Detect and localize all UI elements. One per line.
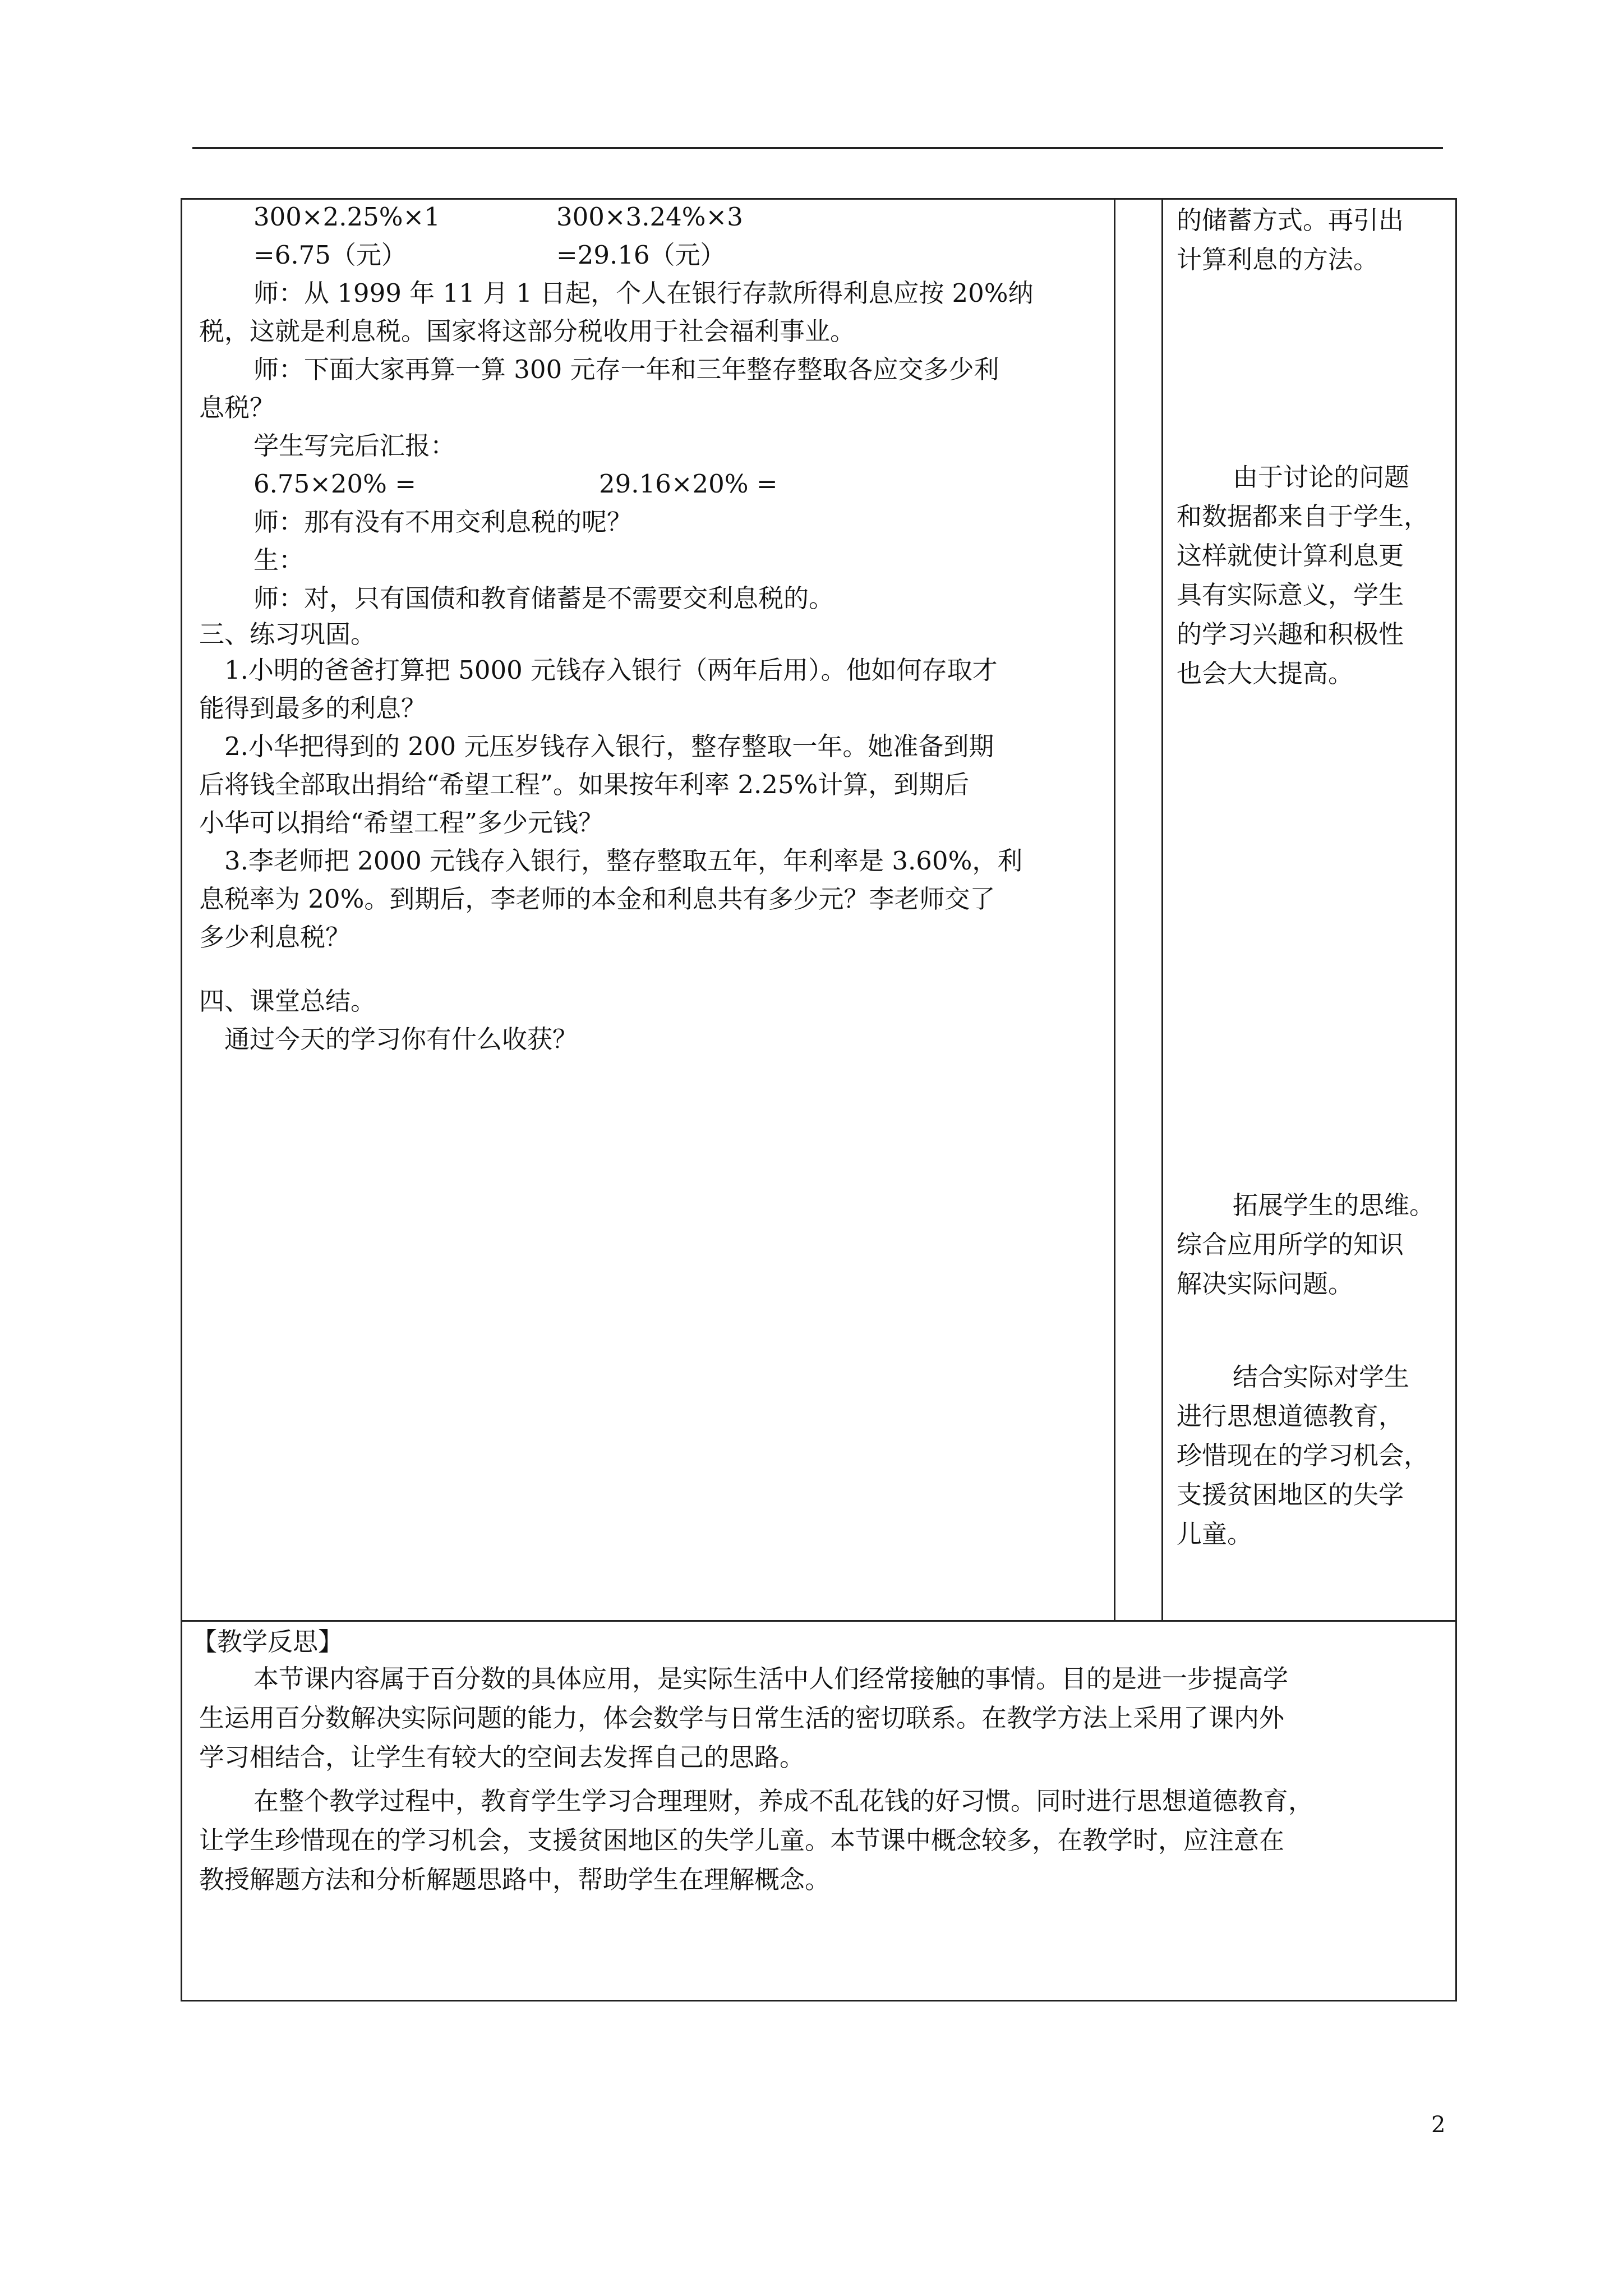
text-line: 2.小华把得到的 200 元压岁钱存入银行，整存整取一年。她准备到期 <box>224 731 994 761</box>
text-line: 生： <box>253 545 305 575</box>
note-line: 儿童。 <box>1177 1519 1253 1549</box>
text-line: 后将钱全部取出捐给“希望工程”。如果按年利率 2.25%计算，到期后 <box>199 770 970 799</box>
note-line: 也会大大提高。 <box>1177 659 1354 688</box>
note-line: 珍惜现在的学习机会， <box>1177 1441 1430 1470</box>
note-line: 结合实际对学生 <box>1233 1362 1410 1392</box>
column-divider-2 <box>1161 198 1163 1621</box>
note-line: 计算利息的方法。 <box>1177 245 1379 274</box>
calc-line: 6.75×20% = <box>253 469 416 499</box>
text-line: 师：下面大家再算一算 300 元存一年和三年整存整取各应交多少利 <box>253 355 999 384</box>
text-line: 小华可以捐给“希望工程”多少元钱？ <box>199 808 604 838</box>
reflection-line: 学习相结合，让学生有较大的空间去发挥自己的思路。 <box>199 1742 805 1772</box>
note-line: 综合应用所学的知识 <box>1177 1230 1404 1259</box>
text-line: 1.小明的爸爸打算把 5000 元钱存入银行（两年后用）。他如何存取才 <box>224 655 998 685</box>
calc-line: 300×3.24%×3 <box>556 202 743 232</box>
calc-line: 300×2.25%×1 <box>253 202 440 232</box>
note-line: 的学习兴趣和积极性 <box>1177 619 1404 649</box>
note-line: 支援贫困地区的失学 <box>1177 1480 1404 1510</box>
text-line: 通过今天的学习你有什么收获？ <box>224 1024 578 1054</box>
reflection-line: 在整个教学过程中，教育学生学习合理理财，养成不乱花钱的好习惯。同时进行思想道德教育， <box>253 1786 1314 1816</box>
note-line: 进行思想道德教育， <box>1177 1401 1404 1431</box>
note-line: 和数据都来自于学生， <box>1177 501 1430 531</box>
text-line: 学生写完后汇报： <box>253 431 456 461</box>
note-line: 解决实际问题。 <box>1177 1269 1354 1299</box>
section-heading: 四、课堂总结。 <box>199 986 376 1016</box>
text-line: 3.李老师把 2000 元钱存入银行，整存整取五年，年利率是 3.60%，利 <box>224 846 1023 876</box>
text-line: 师：从 1999 年 11 月 1 日起，个人在银行存款所得利息应按 20%纳 <box>253 278 1034 308</box>
note-line: 拓展学生的思维。 <box>1233 1190 1435 1220</box>
calc-line: =29.16（元） <box>556 240 726 270</box>
header-rule <box>192 147 1443 149</box>
calc-line: 29.16×20% = <box>599 469 778 499</box>
note-line: 这样就使计算利息更 <box>1177 541 1404 570</box>
note-line: 的储蓄方式。再引出 <box>1177 205 1404 235</box>
section-heading: 三、练习巩固。 <box>199 619 376 649</box>
reflection-line: 教授解题方法和分析解题思路中，帮助学生在理解概念。 <box>199 1865 831 1894</box>
reflection-divider <box>181 1620 1457 1622</box>
page-number: 2 <box>1431 2112 1446 2138</box>
text-line: 多少利息税？ <box>199 922 351 952</box>
calc-line: =6.75（元） <box>253 240 407 270</box>
text-line: 师：那有没有不用交利息税的呢？ <box>253 507 633 537</box>
note-line: 具有实际意义，学生 <box>1177 580 1404 610</box>
note-line: 由于讨论的问题 <box>1233 462 1410 492</box>
reflection-heading: 【教学反思】 <box>192 1627 344 1657</box>
text-line: 能得到最多的利息？ <box>199 693 427 723</box>
column-divider-1 <box>1114 198 1115 1621</box>
text-line: 师：对，只有国债和教育储蓄是不需要交利息税的。 <box>253 583 834 613</box>
text-line: 息税？ <box>199 393 275 422</box>
text-line: 税，这就是利息税。国家将这部分税收用于社会福利事业。 <box>199 316 856 346</box>
reflection-line: 让学生珍惜现在的学习机会，支援贫困地区的失学儿童。本节课中概念较多，在教学时，应注意在 <box>199 1825 1285 1855</box>
reflection-line: 生运用百分数解决实际问题的能力，体会数学与日常生活的密切联系。在教学方法上采用了课内外 <box>199 1703 1285 1733</box>
reflection-line: 本节课内容属于百分数的具体应用，是实际生活中人们经常接触的事情。目的是进一步提高学 <box>253 1664 1289 1694</box>
text-line: 息税率为 20%。到期后，李老师的本金和利息共有多少元？李老师交了 <box>199 884 995 914</box>
